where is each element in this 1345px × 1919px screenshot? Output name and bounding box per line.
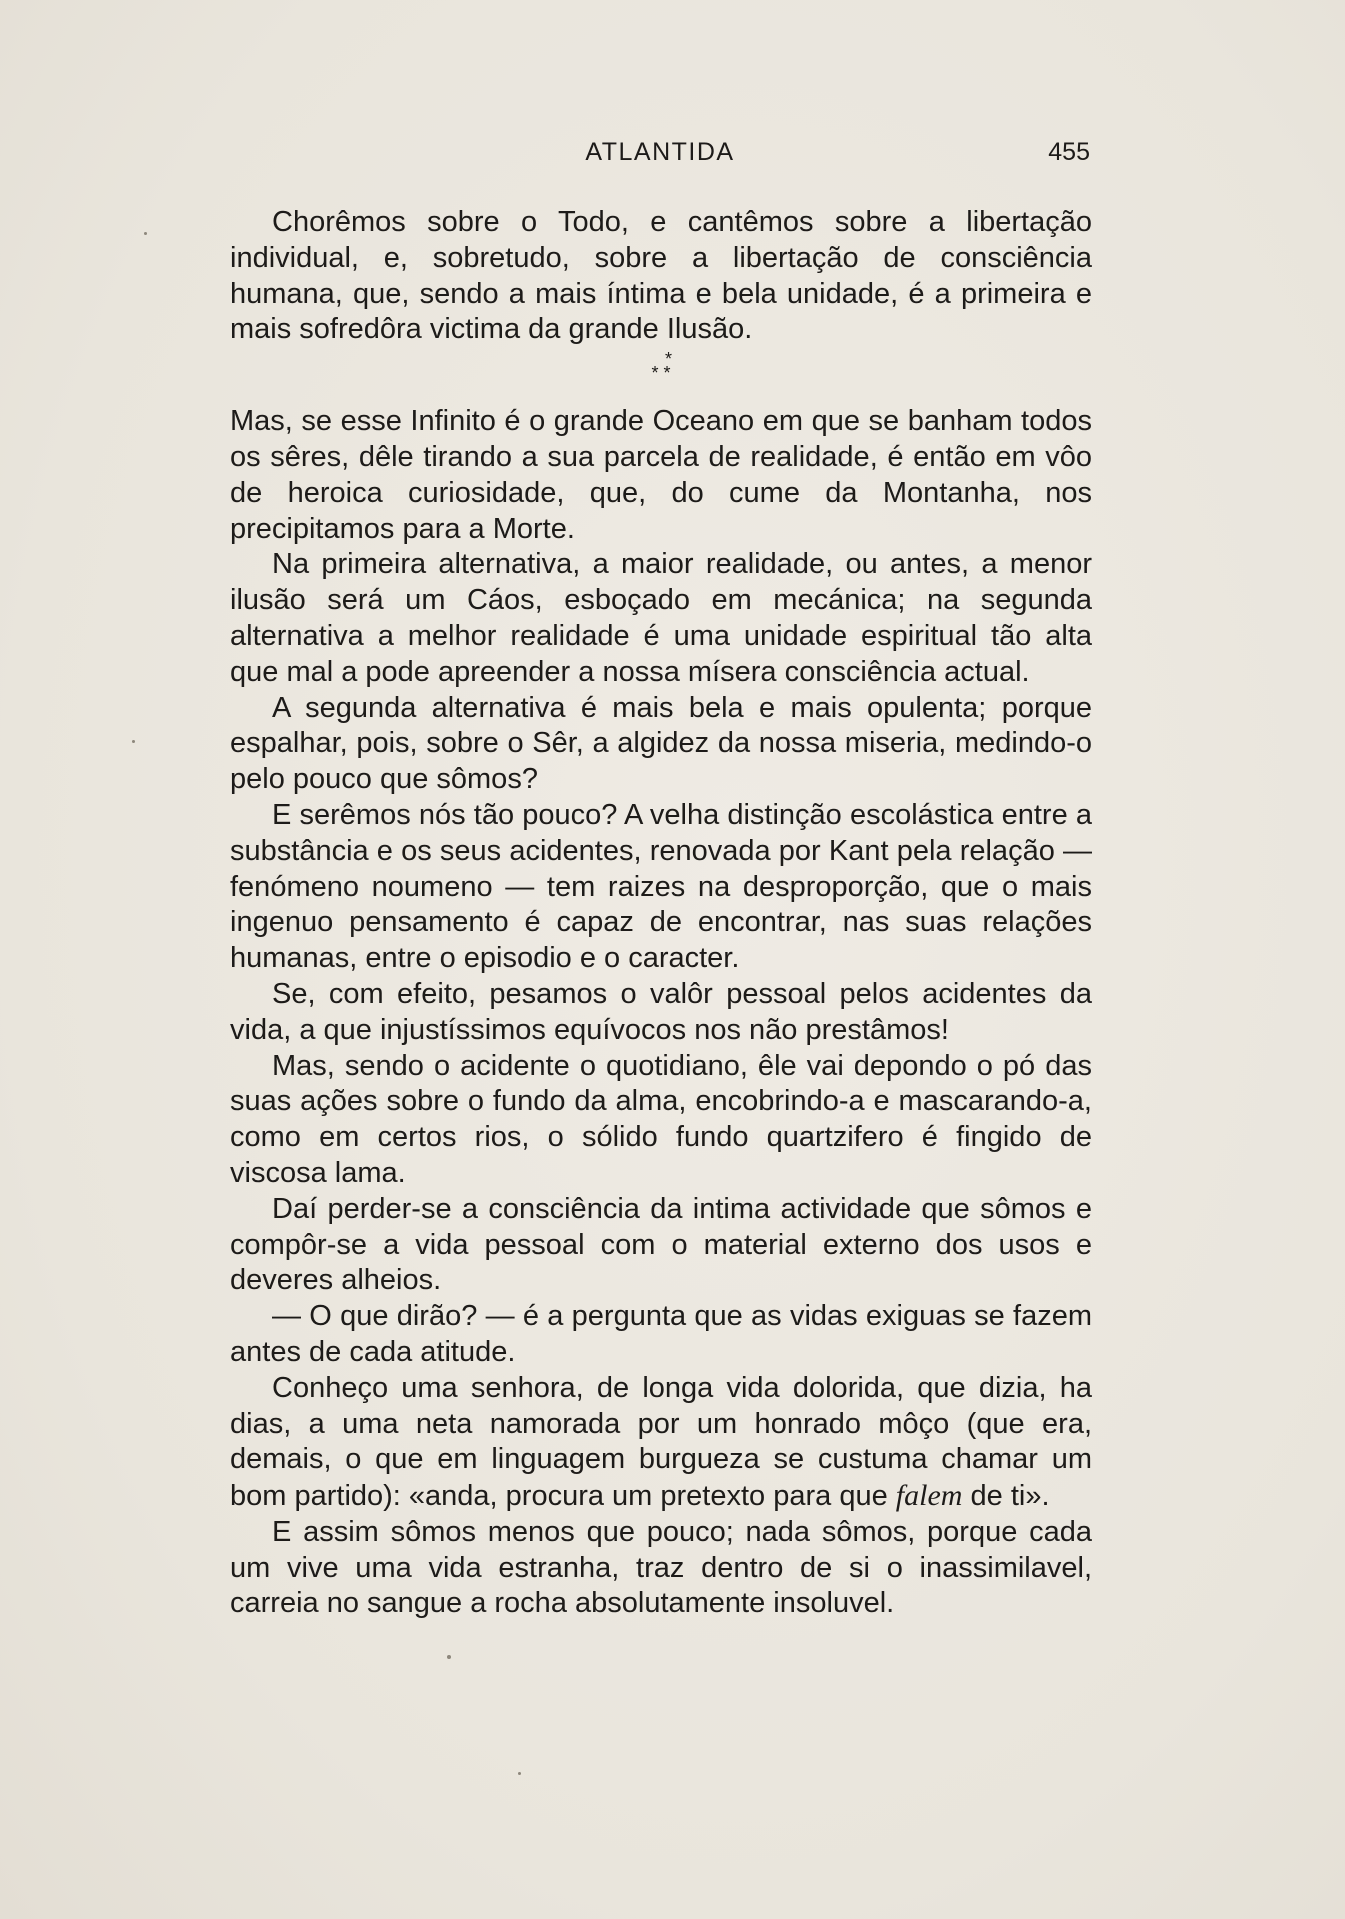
paragraph: E assim sômos menos que pouco; nada sômos, porque cada um vive uma vida estranha, traz dentro de si o inassimilavel, carreia no sangue a rocha absolutamente insoluvel. <box>230 1515 1092 1620</box>
emphasis-text: falem <box>895 1479 963 1513</box>
paragraph <box>230 1371 1092 1515</box>
scan-speck <box>144 232 147 235</box>
scan-speck <box>447 1655 451 1659</box>
paragraph-text: de ti». <box>962 1480 1050 1513</box>
scan-speck <box>132 740 135 743</box>
paragraph: — O que dirão? — é a pergunta que as vidas exiguas se fazem antes de cada atitude. <box>230 1300 1092 1368</box>
paragraph: Chorêmos sobre o Todo, e cantêmos sobre a libertação individual, e, sobretudo, sobre a libertação de consciência humana, que, sendo a mais íntima e bela unidade, é a primeira e mais sofredôra victima da grande Ilusão. <box>230 206 1092 346</box>
paragraph: Se, com efeito, pesamos o valôr pessoal pelos acidentes da vida, a que injustíssimos equívocos nos não prestâmos! <box>230 977 1092 1046</box>
page-header <box>230 138 1090 172</box>
body-text <box>230 205 1092 1622</box>
asterism-icon: * * * <box>651 349 672 384</box>
page-number: 455 <box>1048 138 1090 166</box>
paragraph-text: Conheço uma senhora, de longa vida dolorida, que dizia, ha dias, a uma neta namorada por um honrado môço (que era, demais, o que em linguagem burgueza se custuma chamar um bom partido): «anda, procura um pretexto para que <box>230 1371 1092 1513</box>
paragraph: A segunda alternativa é mais bela e mais opulenta; porque espalhar, pois, sobre o Sêr, a algidez da nossa miseria, medindo-o pelo pouco que sômos? <box>230 691 1092 796</box>
section-separator <box>230 348 1092 404</box>
paragraph: Daí perder-se a consciência da intima actividade que sômos e compôr-se a vida pessoal com o material externo dos usos e deveres alheios. <box>230 1192 1092 1297</box>
paragraph: E serêmos nós tão pouco? A velha distinção escolástica entre a substância e os seus acidentes, renovada por Kant pela relação — fenómeno noumeno — tem raizes na desproporção, que o mais ingenuo pensamento é capaz de encontrar, nas suas relações humanas, entre o episodio e o caracter. <box>230 798 1092 975</box>
running-title: ATLANTIDA <box>585 138 735 166</box>
paragraph: Na primeira alternativa, a maior realidade, ou antes, a menor ilusão será um Cáos, esboçado em mecánica; na segunda alternativa a melhor realidade é uma unidade espiritual tão alta que mal a pode apreender a nossa mísera consciência actual. <box>230 548 1092 688</box>
paragraph: Mas, se esse Infinito é o grande Oceano em que se banham todos os sêres, dêle tirando a sua parcela de realidade, é então em vôo de heroica curiosidade, que, do cume da Montanha, nos precipitamos para a Morte. <box>230 405 1092 545</box>
scan-speck <box>518 1772 521 1775</box>
paragraph: Mas, sendo o acidente o quotidiano, êle vai depondo o pó das suas ações sobre o fundo da alma, encobrindo-a e mascarando-a, como em certos rios, o sólido fundo quartzifero é fingido de viscosa lama. <box>230 1049 1092 1189</box>
